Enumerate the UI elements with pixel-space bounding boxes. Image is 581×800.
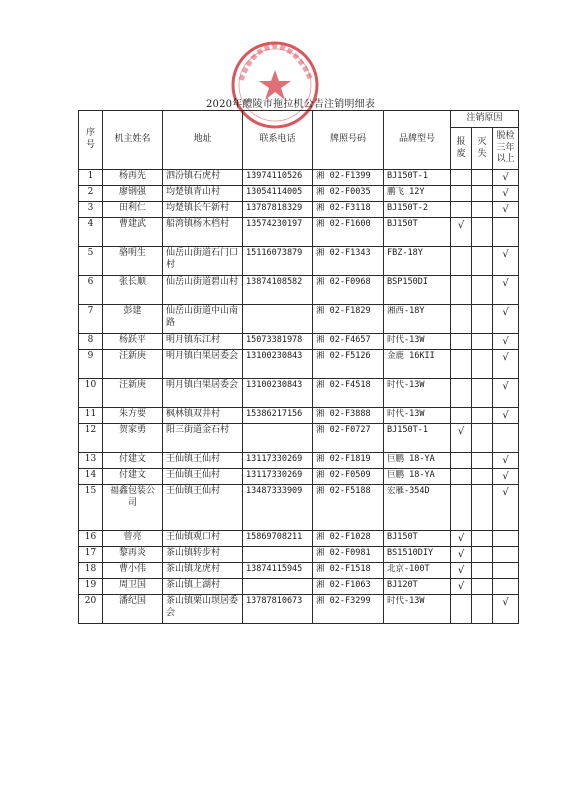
- row-overdue-mark: √: [493, 276, 519, 305]
- row-lost-mark: [472, 453, 493, 469]
- row-seq: 1: [79, 170, 103, 186]
- row-address: 明月镇白果居委会: [163, 350, 243, 379]
- row-owner: 曾亮: [103, 531, 163, 547]
- table-row: [79, 485, 519, 531]
- row-phone: 13974110526: [243, 170, 313, 186]
- row-phone: 13054114005: [243, 186, 313, 202]
- row-owner: 廖钢强: [103, 186, 163, 202]
- row-model: BJ150T-2: [384, 202, 451, 218]
- row-plate: 湘 02-F3299: [313, 595, 384, 624]
- table-row: [79, 186, 519, 202]
- row-lost-mark: [472, 579, 493, 595]
- row-lost-mark: [472, 247, 493, 276]
- row-model: 鹏飞 12Y: [384, 186, 451, 202]
- row-seq: 15: [79, 485, 103, 531]
- row-scrap-mark: [451, 202, 472, 218]
- row-owner: 朱方要: [103, 408, 163, 424]
- row-phone: 13100230843: [243, 379, 313, 408]
- row-owner: 骆明生: [103, 247, 163, 276]
- row-plate: 湘 02-F4518: [313, 379, 384, 408]
- row-phone: 15386217156: [243, 408, 313, 424]
- row-scrap-mark: √: [451, 424, 472, 453]
- row-address: 均楚镇青山村: [163, 186, 243, 202]
- row-overdue-mark: √: [493, 485, 519, 531]
- row-seq: 7: [79, 305, 103, 334]
- table-row: [79, 170, 519, 186]
- row-overdue-mark: [493, 563, 519, 579]
- row-phone: [243, 579, 313, 595]
- row-scrap-mark: √: [451, 563, 472, 579]
- table-row: [79, 247, 519, 276]
- row-overdue-mark: √: [493, 408, 519, 424]
- col-header-model: 品牌型号: [384, 111, 451, 170]
- row-overdue-mark: [493, 531, 519, 547]
- row-phone: 13874115945: [243, 563, 313, 579]
- row-plate: 湘 02-F1028: [313, 531, 384, 547]
- row-address: 明月镇白果居委会: [163, 379, 243, 408]
- table-row: [79, 276, 519, 305]
- row-phone: 13874108582: [243, 276, 313, 305]
- row-seq: 6: [79, 276, 103, 305]
- row-phone: 13487333909: [243, 485, 313, 531]
- row-model: BS1510DIY: [384, 547, 451, 563]
- row-plate: 湘 02-F5126: [313, 350, 384, 379]
- row-owner: 田利仁: [103, 202, 163, 218]
- row-overdue-mark: √: [493, 305, 519, 334]
- row-overdue-mark: √: [493, 469, 519, 485]
- document-title: 2020年醴陵市拖拉机公告注销明细表: [205, 99, 376, 110]
- row-model: 巨鹏 18-YA: [384, 453, 451, 469]
- row-plate: 湘 02-F1063: [313, 579, 384, 595]
- row-address: 王仙镇观口村: [163, 531, 243, 547]
- row-overdue-mark: √: [493, 453, 519, 469]
- row-seq: 11: [79, 408, 103, 424]
- row-plate: 湘 02-F3118: [313, 202, 384, 218]
- row-model: 宏雁-354D: [384, 485, 451, 531]
- row-model: 时代-13W: [384, 379, 451, 408]
- row-lost-mark: [472, 334, 493, 350]
- row-address: 茶山镇上湖村: [163, 579, 243, 595]
- row-lost-mark: [472, 202, 493, 218]
- row-seq: 12: [79, 424, 103, 453]
- table-row: [79, 350, 519, 379]
- row-scrap-mark: [451, 469, 472, 485]
- row-owner: 黎再炎: [103, 547, 163, 563]
- row-lost-mark: [472, 595, 493, 624]
- row-lost-mark: [472, 563, 493, 579]
- row-lost-mark: [472, 424, 493, 453]
- row-model: 时代-13W: [384, 408, 451, 424]
- row-scrap-mark: [451, 247, 472, 276]
- table-body: [79, 170, 519, 624]
- table-row: [79, 202, 519, 218]
- row-phone: [243, 547, 313, 563]
- row-scrap-mark: [451, 453, 472, 469]
- header-row-1: [79, 111, 519, 128]
- col-header-phone: 联系电话: [243, 111, 313, 170]
- row-owner: 周卫国: [103, 579, 163, 595]
- row-address: 王仙镇王仙村: [163, 485, 243, 531]
- row-address: 泗汾镇石虎村: [163, 170, 243, 186]
- table-row: [79, 379, 519, 408]
- row-phone: 13117330269: [243, 469, 313, 485]
- row-phone: 15116073879: [243, 247, 313, 276]
- row-seq: 2: [79, 186, 103, 202]
- row-address: 王仙镇王仙村: [163, 453, 243, 469]
- row-model: BJ120T: [384, 579, 451, 595]
- row-owner: 贺家勇: [103, 424, 163, 453]
- row-overdue-mark: √: [493, 186, 519, 202]
- row-plate: 湘 02-F1829: [313, 305, 384, 334]
- col-header-overdue: 脱检三年以上: [493, 128, 519, 170]
- row-address: 阳三街道金石村: [163, 424, 243, 453]
- row-seq: 3: [79, 202, 103, 218]
- row-plate: 湘 02-F0727: [313, 424, 384, 453]
- row-phone: 13117330269: [243, 453, 313, 469]
- row-owner: 付建文: [103, 453, 163, 469]
- row-model: FBZ-18Y: [384, 247, 451, 276]
- row-overdue-mark: √: [493, 350, 519, 379]
- row-overdue-mark: [493, 579, 519, 595]
- row-plate: 湘 02-F1600: [313, 218, 384, 247]
- row-model: 金鹿 16KII: [384, 350, 451, 379]
- table-row: [79, 531, 519, 547]
- row-model: 北京-100T: [384, 563, 451, 579]
- table-row: [79, 563, 519, 579]
- row-scrap-mark: [451, 350, 472, 379]
- row-plate: 湘 02-F5188: [313, 485, 384, 531]
- row-overdue-mark: [493, 424, 519, 453]
- row-lost-mark: [472, 531, 493, 547]
- row-model: 湘西-18Y: [384, 305, 451, 334]
- row-scrap-mark: [451, 170, 472, 186]
- row-scrap-mark: [451, 408, 472, 424]
- col-header-plate: 牌照号码: [313, 111, 384, 170]
- row-lost-mark: [472, 350, 493, 379]
- row-model: BSP150DI: [384, 276, 451, 305]
- table-row: [79, 469, 519, 485]
- row-lost-mark: [472, 186, 493, 202]
- row-phone: 13787818329: [243, 202, 313, 218]
- row-address: 仙岳山街道石门口村: [163, 247, 243, 276]
- row-lost-mark: [472, 218, 493, 247]
- row-overdue-mark: [493, 218, 519, 247]
- row-overdue-mark: [493, 547, 519, 563]
- row-lost-mark: [472, 170, 493, 186]
- row-model: 时代-13W: [384, 334, 451, 350]
- col-header-scrap: 报废: [451, 128, 472, 170]
- row-owner: 彭建: [103, 305, 163, 334]
- row-address: 枫林镇双井村: [163, 408, 243, 424]
- row-plate: 湘 02-F0968: [313, 276, 384, 305]
- row-address: 仙岳山街道碧山村: [163, 276, 243, 305]
- row-address: 王仙镇王仙村: [163, 469, 243, 485]
- row-owner: 汪新庚: [103, 350, 163, 379]
- table-row: [79, 579, 519, 595]
- deregistration-table: [78, 110, 519, 624]
- row-model: BJ150T: [384, 218, 451, 247]
- row-lost-mark: [472, 469, 493, 485]
- row-phone: 13787810673: [243, 595, 313, 624]
- row-owner: 杨再先: [103, 170, 163, 186]
- row-scrap-mark: [451, 595, 472, 624]
- row-plate: 湘 02-F1343: [313, 247, 384, 276]
- table-row: [79, 595, 519, 624]
- row-seq: 17: [79, 547, 103, 563]
- row-model: 巨鹏 18-YA: [384, 469, 451, 485]
- row-address: 茶山镇龙虎村: [163, 563, 243, 579]
- row-owner: 杨跃平: [103, 334, 163, 350]
- row-seq: 5: [79, 247, 103, 276]
- row-overdue-mark: √: [493, 247, 519, 276]
- row-seq: 18: [79, 563, 103, 579]
- row-model: BJ150T: [384, 531, 451, 547]
- row-seq: 16: [79, 531, 103, 547]
- row-scrap-mark: √: [451, 531, 472, 547]
- row-overdue-mark: √: [493, 170, 519, 186]
- row-seq: 19: [79, 579, 103, 595]
- row-address: 茶山镇转步村: [163, 547, 243, 563]
- table-row: [79, 334, 519, 350]
- row-plate: 湘 02-F4657: [313, 334, 384, 350]
- row-seq: 8: [79, 334, 103, 350]
- row-owner: 张长顺: [103, 276, 163, 305]
- row-scrap-mark: [451, 334, 472, 350]
- col-header-seq: 序号: [79, 111, 103, 170]
- row-address: 明月镇东江村: [163, 334, 243, 350]
- row-phone: 13100230843: [243, 350, 313, 379]
- table-row: [79, 305, 519, 334]
- col-header-reason: 注销原因: [451, 111, 519, 128]
- row-phone: [243, 305, 313, 334]
- row-address: 船湾镇杨木档村: [163, 218, 243, 247]
- row-plate: 湘 02-F0509: [313, 469, 384, 485]
- row-address: 均楚镇长午新村: [163, 202, 243, 218]
- row-lost-mark: [472, 547, 493, 563]
- row-scrap-mark: [451, 305, 472, 334]
- row-phone: 15073381978: [243, 334, 313, 350]
- row-seq: 4: [79, 218, 103, 247]
- row-plate: 湘 02-F1399: [313, 170, 384, 186]
- row-phone: [243, 424, 313, 453]
- row-model: BJ150T-1: [384, 424, 451, 453]
- row-address: 茶山镇栗山坝居委会: [163, 595, 243, 624]
- row-plate: 湘 02-F0035: [313, 186, 384, 202]
- row-owner: 曹小伟: [103, 563, 163, 579]
- table-row: [79, 547, 519, 563]
- row-plate: 湘 02-F1518: [313, 563, 384, 579]
- row-lost-mark: [472, 485, 493, 531]
- row-overdue-mark: √: [493, 595, 519, 624]
- row-plate: 湘 02-F0981: [313, 547, 384, 563]
- row-scrap-mark: [451, 186, 472, 202]
- row-seq: 10: [79, 379, 103, 408]
- row-scrap-mark: √: [451, 218, 472, 247]
- row-scrap-mark: [451, 485, 472, 531]
- row-lost-mark: [472, 379, 493, 408]
- row-scrap-mark: √: [451, 579, 472, 595]
- row-overdue-mark: √: [493, 379, 519, 408]
- row-seq: 9: [79, 350, 103, 379]
- row-owner: 汪新庚: [103, 379, 163, 408]
- row-phone: 15869708211: [243, 531, 313, 547]
- table-row: [79, 424, 519, 453]
- row-owner: 潘纪国: [103, 595, 163, 624]
- row-overdue-mark: √: [493, 334, 519, 350]
- row-plate: 湘 02-F3888: [313, 408, 384, 424]
- row-scrap-mark: √: [451, 547, 472, 563]
- row-phone: 13574230197: [243, 218, 313, 247]
- row-owner: 付建文: [103, 469, 163, 485]
- table-row: [79, 453, 519, 469]
- row-lost-mark: [472, 305, 493, 334]
- col-header-owner: 机主姓名: [103, 111, 163, 170]
- table-row: [79, 218, 519, 247]
- row-model: 时代-13W: [384, 595, 451, 624]
- row-plate: 湘 02-F1819: [313, 453, 384, 469]
- row-seq: 20: [79, 595, 103, 624]
- col-header-address: 地址: [163, 111, 243, 170]
- row-seq: 13: [79, 453, 103, 469]
- row-scrap-mark: [451, 276, 472, 305]
- table-row: [79, 408, 519, 424]
- row-lost-mark: [472, 408, 493, 424]
- row-owner: 曹建武: [103, 218, 163, 247]
- row-model: BJ150T-1: [384, 170, 451, 186]
- row-lost-mark: [472, 276, 493, 305]
- row-address: 仙岳山街道中山南路: [163, 305, 243, 334]
- row-overdue-mark: √: [493, 202, 519, 218]
- col-header-lost: 灭失: [472, 128, 493, 170]
- row-seq: 14: [79, 469, 103, 485]
- row-scrap-mark: [451, 379, 472, 408]
- row-owner: 福鑫包装公司: [103, 485, 163, 531]
